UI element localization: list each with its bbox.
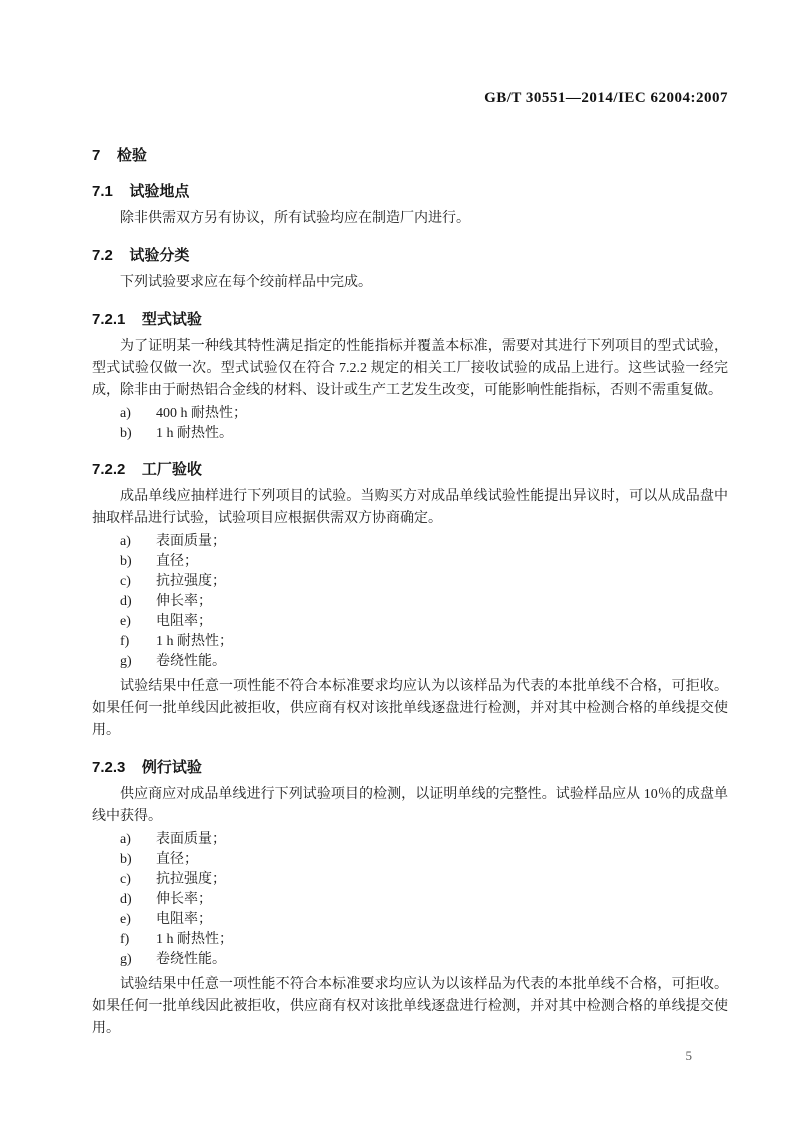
list-item — [92, 572, 728, 592]
item-text: 卷绕性能。 — [156, 952, 226, 967]
list-item — [92, 830, 728, 850]
section-number: 7 — [92, 147, 101, 164]
item-text: 伸长率； — [156, 892, 212, 907]
section-title: 试验分类 — [129, 247, 190, 264]
section-title: 型式试验 — [141, 311, 202, 328]
item-letter: d) — [120, 594, 132, 609]
type-test-list — [92, 404, 728, 444]
section-title: 例行试验 — [141, 759, 202, 776]
section-7-1-heading — [92, 182, 728, 202]
section-7-2-heading — [92, 246, 728, 266]
paragraph: 成品单线应抽样进行下列项目的试验。当购买方对成品单线试验性能提出异议时，可以从成品盘中抽取样品进行试验，试验项目应根据供需双方协商确定。 — [92, 489, 728, 526]
section-7-2-3-heading — [92, 758, 728, 778]
item-letter: a) — [120, 406, 131, 421]
list-item — [92, 930, 728, 950]
item-letter: a) — [120, 534, 131, 549]
paragraph: 下列试验要求应在每个绞前样品中完成。 — [120, 275, 372, 290]
item-text: 1 h 耐热性； — [156, 634, 233, 649]
list-item — [92, 612, 728, 632]
section-7-2-1-heading — [92, 310, 728, 330]
paragraph: 为了证明某一种线其特性满足指定的性能指标并覆盖本标准，需要对其进行下列项目的型式试验，型式试验仅做一次。型式试验仅在符合 7.2.2 规定的相关工厂接收试验的成品上进行。这些试验一经完成，除非由于耐热铝合金线的材料、设计或生产工艺发生改变，可能影响性能指标，否则不需重复做。 — [92, 339, 728, 398]
item-letter: c) — [120, 872, 131, 887]
item-letter: e) — [120, 912, 131, 927]
section-7-heading — [92, 146, 728, 166]
item-letter: f) — [120, 932, 130, 947]
list-item — [92, 632, 728, 652]
standard-number-header: GB/T 30551—2014/IEC 62004:2007 — [484, 90, 728, 106]
item-letter: c) — [120, 574, 131, 589]
section-number: 7.2.2 — [92, 461, 126, 478]
item-letter: b) — [120, 426, 132, 441]
section-title: 试验地点 — [129, 183, 190, 200]
paragraph: 供应商应对成品单线进行下列试验项目的检测，以证明单线的完整性。试验样品应从 10％的成盘单线中获得。 — [92, 787, 728, 824]
section-7-2-2-heading — [92, 460, 728, 480]
item-letter: g) — [120, 952, 132, 967]
list-item — [92, 652, 728, 672]
list-item — [92, 910, 728, 930]
section-number: 7.2.3 — [92, 759, 126, 776]
item-text: 抗拉强度； — [156, 872, 226, 887]
item-text: 直径； — [156, 554, 198, 569]
list-item — [92, 532, 728, 552]
item-text: 电阻率； — [156, 614, 212, 629]
list-item — [92, 890, 728, 910]
section-number: 7.2.1 — [92, 311, 126, 328]
section-number: 7.1 — [92, 183, 113, 200]
list-item — [92, 850, 728, 870]
item-text: 表面质量； — [156, 534, 226, 549]
list-item — [92, 424, 728, 444]
item-text: 伸长率； — [156, 594, 212, 609]
list-item — [92, 404, 728, 424]
paragraph: 除非供需双方另有协议，所有试验均应在制造厂内进行。 — [120, 211, 470, 226]
list-item — [92, 950, 728, 970]
section-title: 检验 — [116, 147, 147, 164]
item-letter: a) — [120, 832, 131, 847]
paragraph: 试验结果中任意一项性能不符合本标准要求均应认为以该样品为代表的本批单线不合格，可拒收。如果任何一批单线因此被拒收，供应商有权对该批单线逐盘进行检测，并对其中检测合格的单线提交使用。 — [92, 977, 728, 1036]
item-text: 直径； — [156, 852, 198, 867]
item-text: 抗拉强度； — [156, 574, 226, 589]
routine-test-list — [92, 830, 728, 970]
item-letter: f) — [120, 634, 130, 649]
item-text: 1 h 耐热性； — [156, 932, 233, 947]
item-text: 表面质量； — [156, 832, 226, 847]
item-letter: b) — [120, 554, 132, 569]
list-item — [92, 552, 728, 572]
list-item — [92, 592, 728, 612]
paragraph: 试验结果中任意一项性能不符合本标准要求均应认为以该样品为代表的本批单线不合格，可拒收。如果任何一批单线因此被拒收，供应商有权对该批单线逐盘进行检测，并对其中检测合格的单线提交使用。 — [92, 679, 728, 738]
item-letter: e) — [120, 614, 131, 629]
item-letter: d) — [120, 892, 132, 907]
section-number: 7.2 — [92, 247, 113, 264]
item-text: 卷绕性能。 — [156, 654, 226, 669]
item-text: 400 h 耐热性； — [156, 406, 247, 421]
factory-acceptance-list — [92, 532, 728, 672]
item-text: 1 h 耐热性。 — [156, 426, 233, 441]
page-number: 5 — [685, 1048, 692, 1063]
item-text: 电阻率； — [156, 912, 212, 927]
section-title: 工厂验收 — [141, 461, 202, 478]
list-item — [92, 870, 728, 890]
item-letter: g) — [120, 654, 132, 669]
item-letter: b) — [120, 852, 132, 867]
